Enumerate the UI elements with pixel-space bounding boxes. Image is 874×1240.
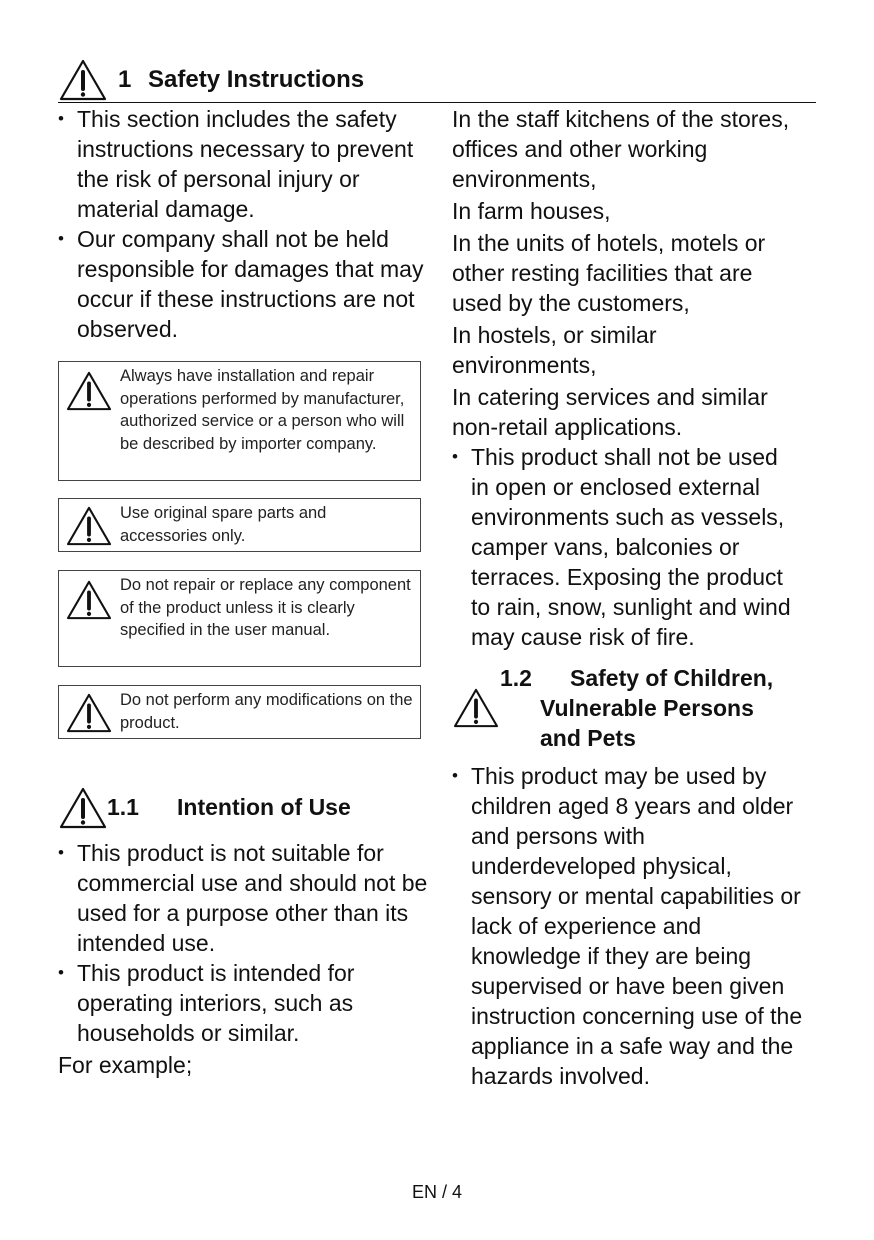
section-1-2-title-line: Vulnerable Persons (540, 695, 754, 721)
section-1-title: Safety Instructions (148, 66, 365, 93)
list-item: • Our company shall not be held responsible for damages that may occur if these instructions are not observed. (58, 224, 428, 344)
example-item: In catering services and similar non-retail applications. (452, 384, 768, 440)
example-item: In the staff kitchens of the stores, offices and other working environments, (452, 106, 790, 192)
example-intro: For example; (58, 1052, 193, 1078)
section-1-heading (118, 64, 364, 96)
section-1-bullet-list (58, 104, 428, 344)
note-text: Do not perform any modifications on the product. (120, 691, 413, 732)
outdoor-use-bullet-list (452, 442, 797, 652)
page-number: EN / 4 (411, 1182, 463, 1202)
list-item: • This product is intended for operating interiors, such as households or similar. (58, 958, 428, 1048)
left-column-intro (58, 104, 428, 344)
warning-note-installation (58, 361, 421, 481)
section-1-number: 1 (118, 66, 132, 93)
heading-divider (58, 102, 816, 103)
section-1-2-number: 1.2 (500, 665, 532, 691)
note-text: Use original spare parts and accessories only. (120, 504, 327, 545)
warning-triangle-icon (65, 579, 113, 621)
warning-triangle-icon (452, 687, 500, 729)
warning-note-modifications (58, 685, 421, 739)
warning-triangle-icon (58, 786, 108, 830)
section-1-2-bullet-list (452, 761, 812, 1091)
section-1-2-title (540, 663, 773, 753)
example-item: In the units of hotels, motels or other resting facilities that are used by the customers, (452, 230, 766, 316)
list-item: • This section includes the safety instructions necessary to prevent the risk of personal injury or material damage. (58, 104, 428, 224)
section-1-2-title-line: Safety of Children, (570, 665, 774, 691)
section-1-2-title-line: and Pets (540, 725, 636, 751)
warning-note-repair (58, 570, 421, 667)
warning-triangle-icon (58, 58, 108, 102)
section-1-1-number: 1.1 (107, 794, 139, 820)
example-item: In farm houses, (452, 198, 611, 224)
warning-triangle-icon (65, 505, 113, 547)
warning-triangle-icon (65, 692, 113, 734)
example-item: In hostels, or similar environments, (452, 322, 657, 378)
list-item: • This product is not suitable for commercial use and should not be used for a purpose other than its intended use. (58, 838, 428, 958)
section-1-1-heading (107, 792, 351, 822)
right-column-children (452, 761, 812, 1091)
left-column-intention (58, 838, 428, 1080)
right-column-examples (452, 104, 797, 652)
section-1-1-title: Intention of Use (177, 794, 351, 820)
warning-triangle-icon (65, 370, 113, 412)
note-text: Always have installation and repair operations performed by manufacturer, authorized service or a person who will be described by importer company. (120, 367, 405, 453)
list-item: • This product may be used by children aged 8 years and older and persons with underdeveloped physical, sensory or mental capabilities or lack of experience and knowledge if they are being supervised or have been given instruction concerning use of the appliance in a safe way and the hazards involved. (452, 761, 812, 1091)
note-text: Do not repair or replace any component of the product unless it is clearly specified in the user manual. (120, 576, 411, 639)
section-1-1-bullet-list (58, 838, 428, 1048)
warning-note-spare-parts (58, 498, 421, 552)
list-item: • This product shall not be used in open or enclosed external environments such as vessels, camper vans, balconies or terraces. Exposing the product to rain, snow, sunlight and wind may cause risk of fire. (452, 442, 797, 652)
